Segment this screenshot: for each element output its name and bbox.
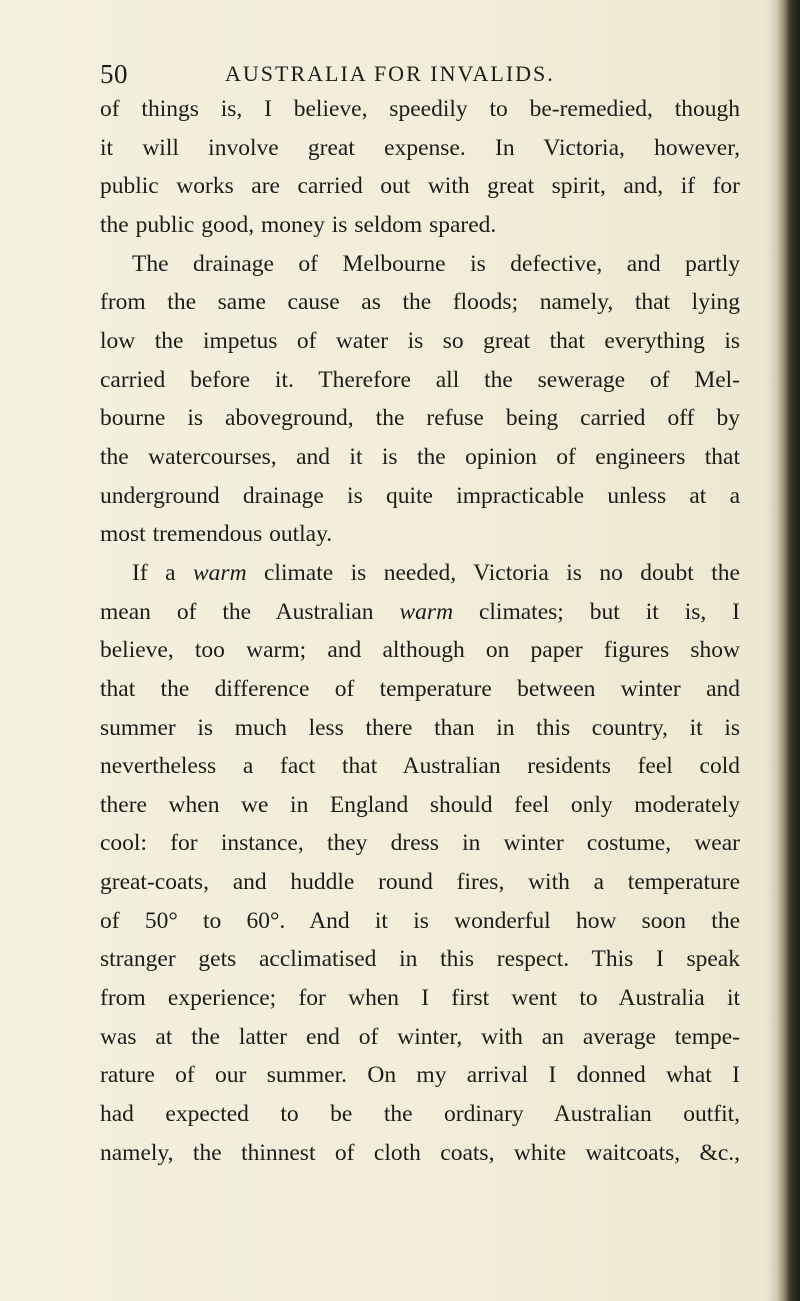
- page-edge-shadow: [766, 0, 778, 1301]
- page-edge: [778, 0, 800, 1301]
- text-line: from the same cause as the floods; namely, that lying: [100, 289, 740, 316]
- text-line-with-italic: [100, 554, 740, 593]
- text-line: carried before it. Therefore all the sewerage of Mel-: [100, 366, 740, 393]
- text-line: believe, too warm; and although on paper figures show: [100, 637, 740, 664]
- running-head-title: AUSTRALIA FOR INVALIDS.: [225, 61, 555, 86]
- text-line: summer is much less there than in this country, it is: [100, 714, 740, 741]
- italic-word: warm: [193, 559, 247, 586]
- text-line: was at the latter end of winter, with an average tempe-: [100, 1023, 740, 1050]
- text-line: bourne is aboveground, the refuse being carried off by: [100, 405, 740, 432]
- text-line: the public good, money is seldom spared.: [100, 211, 497, 238]
- text-line: nevertheless a fact that Australian residents feel cold: [100, 753, 740, 780]
- text-line: stranger gets acclimatised in this respect. This I speak: [100, 946, 740, 973]
- text-line: of things is, I believe, speedily to be-remedied, though: [100, 96, 740, 122]
- running-head: [100, 56, 740, 92]
- text-segment: mean of the Australian: [100, 598, 400, 625]
- text-line: underground drainage is quite impracticable unless at a: [100, 482, 740, 509]
- text-line: that the difference of temperature between winter and: [100, 675, 740, 702]
- text-line: of 50° to 60°. And it is wonderful how soon the: [100, 907, 740, 934]
- text-line: there when we in England should feel only moderately: [100, 791, 740, 818]
- page-number: 50: [100, 59, 128, 89]
- text-line: it will involve great expense. In Victoria, however,: [100, 134, 740, 161]
- body-text: [100, 90, 740, 1172]
- text-segment: climate is needed, Victoria is no doubt the: [246, 559, 740, 586]
- text-line: most tremendous outlay.: [100, 521, 333, 548]
- text-line: the watercourses, and it is the opinion of engineers that: [100, 443, 740, 470]
- text-line: had expected to be the ordinary Australian outfit,: [100, 1101, 740, 1128]
- text-line: from experience; for when I first went to Australia it: [100, 985, 740, 1012]
- italic-word: warm: [399, 598, 454, 625]
- text-line: rature of our summer. On my arrival I donned what I: [100, 1062, 740, 1089]
- text-line: The drainage of Melbourne is defective, and partly: [132, 250, 740, 277]
- text-segment: climates; but it is, I: [453, 598, 740, 625]
- text-line: cool: for instance, they dress in winter costume, wear: [100, 830, 740, 857]
- text-line: public works are carried out with great spirit, and, if for: [100, 173, 740, 200]
- text-line-with-italic: [100, 593, 740, 632]
- text-line: low the impetus of water is so great that everything is: [100, 327, 740, 354]
- text-segment: If a: [132, 559, 193, 586]
- text-line: great-coats, and huddle round fires, with a temperature: [100, 869, 740, 896]
- text-line: namely, the thinnest of cloth coats, white waitcoats, &c.,: [100, 1139, 740, 1166]
